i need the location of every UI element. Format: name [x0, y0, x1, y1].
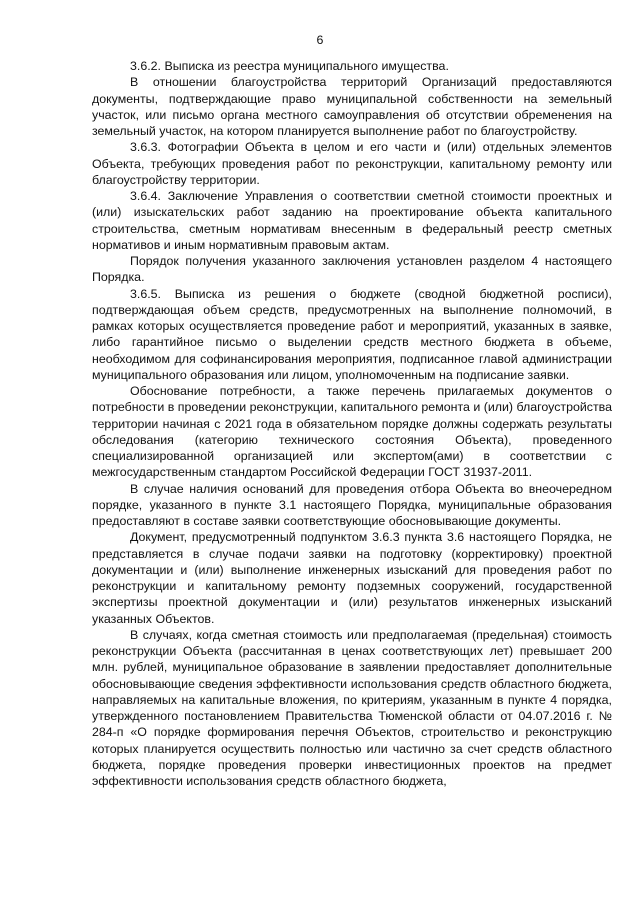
paragraph-3-6-3: 3.6.3. Фотографии Объекта в целом и его части и (или) отдельных элементов Объекта, требующих проведения работ по реконструкции, капитальному ремонту или благоустройству территории.	[92, 140, 612, 187]
paragraph-conclusion-procedure: Порядок получения указанного заключения установлен разделом 4 настоящего Порядка.	[92, 254, 612, 285]
paragraph-landscaping-documents: В отношении благоустройства территорий Организаций предоставляются документы, подтверждающие право муниципальной собственности на земельный участок, или письмо органа местного самоуправления об отсутствии обременения на земельный участок, на котором планируется выполнение работ по благоустройству.	[92, 75, 612, 138]
paragraph-3-6-4: 3.6.4. Заключение Управления о соответствии сметной стоимости проектных и (или) изыскательских работ заданию на проектирование объекта капитального строительства, сметным нормативам внесенным в федеральный реестр сметных нормативов и иным нормативным правовым актам.	[92, 189, 612, 252]
page-number: 6	[316, 33, 324, 47]
paragraph-need-justification: Обоснование потребности, а также перечень прилагаемых документов о потребности в проведении реконструкции, капитального ремонта и (или) благоустройства территории начиная с 2021 года в обязательном порядке должны содержать результаты обследования (категорию технического состояния Объекта), проведенного специализированной организацией или экспертом(ами) в соответствии с межгосударственным стандартом Российской Федерации ГОСТ 31937-2011.	[92, 384, 612, 480]
paragraph-3-6-5: 3.6.5. Выписка из решения о бюджете (сводной бюджетной росписи), подтверждающая объем средств, предусмотренных на выполнение полномочий, в рамках которых осуществляется проведение работ и мероприятий, указанных в заявке, либо гарантийное письмо о выделении средств местного бюджета в объеме, необходимом для софинансирования мероприятия, подписанное главой администрации муниципального образования или лицом, уполномоченным на подписание заявки.	[92, 286, 612, 382]
paragraph-document-exemption: Документ, предусмотренный подпунктом 3.6.3 пункта 3.6 настоящего Порядка, не представляется в случае подачи заявки на подготовку (корректировку) проектной документации и (или) выполнение инженерных изысканий для проведения работ по реконструкции и капитальному ремонту подземных сооружений, государственной экспертизы проектной документации и (или) результатов инженерных изысканий указанных Объектов.	[92, 530, 612, 626]
paragraph-3-6-2: 3.6.2. Выписка из реестра муниципального имущества.	[130, 59, 449, 73]
paragraph-extraordinary-selection: В случае наличия оснований для проведения отбора Объекта во внеочередном порядке, указанного в пункте 3.1 настоящего Порядка, муниципальные образования предоставляют в составе заявки соответствующие обосновывающие документы.	[92, 481, 612, 528]
paragraph-cost-over-200m: В случаях, когда сметная стоимость или предполагаемая (предельная) стоимость реконструкции Объекта (рассчитанная в ценах соответствующих лет) превышает 200 млн. рублей, муниципальное образование в заявлении предоставляет дополнительные обосновывающие сведения эффективности использования средств областного бюджета, направляемых на капитальные вложения, по критериям, указанным в пункте 4 порядка, утвержденного постановлением Правительства Тюменской области от 04.07.2016 г. № 284-п «О порядке формирования перечня Объектов, строительство и реконструкцию которых планируется осуществить полностью или частично за счет средств областного бюджета, порядке проведения проверки инвестиционных проектов на предмет эффективности использования средств областного бюджета,	[92, 627, 612, 788]
